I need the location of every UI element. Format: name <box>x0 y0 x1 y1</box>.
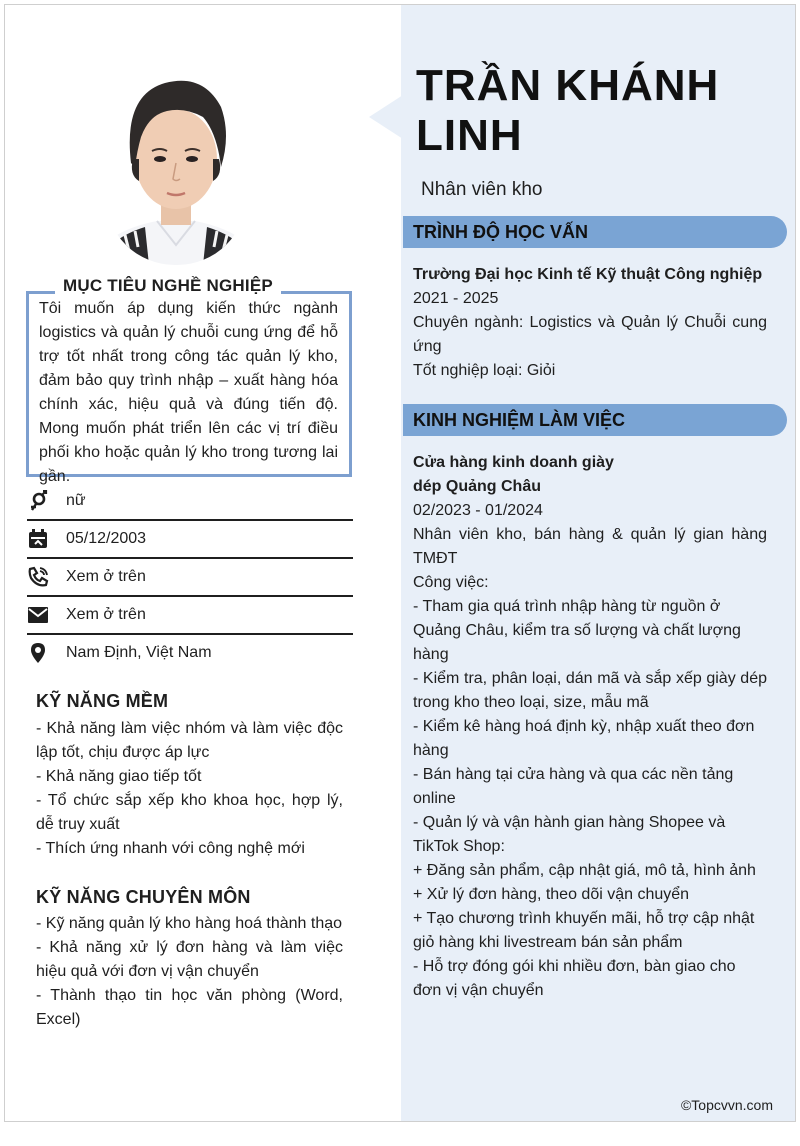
pro-skills-heading: KỸ NĂNG CHUYÊN MÔN <box>36 887 251 907</box>
phone-row <box>27 559 353 597</box>
soft-skills-list <box>36 717 343 861</box>
objective-heading: MỤC TIÊU NGHỀ NGHIỆP <box>55 276 281 296</box>
experience-heading: KINH NGHIỆM LÀM VIỆC <box>403 404 787 436</box>
address-row <box>27 635 353 671</box>
list-item: - Kiểm tra, phân loại, dán mã và sắp xếp giày dép trong kho theo loại, size, mẫu mã <box>413 670 767 711</box>
soft-skills-heading: KỸ NĂNG MỀM <box>36 691 169 711</box>
location-pin-icon <box>27 642 49 664</box>
gender-row <box>27 483 353 521</box>
education-major: Chuyên ngành: Logistics và Quản lý Chuỗi cung ứng <box>413 314 767 355</box>
list-item: + Đăng sản phẩm, cập nhật giá, mô tả, hình ảnh <box>413 862 756 879</box>
email-text: Xem ở trên <box>66 606 146 623</box>
list-item: - Tham gia quá trình nhập hàng từ nguồn ở Quảng Châu, kiểm tra số lượng và chất lượng hàng <box>413 598 741 663</box>
email-row <box>27 597 353 635</box>
list-item: + Xử lý đơn hàng, theo dõi vận chuyển <box>413 886 690 903</box>
list-item: - Bán hàng tại cửa hàng và qua các nền tảng online <box>413 766 734 807</box>
birthday-text: 05/12/2003 <box>66 530 147 547</box>
education-block <box>413 263 767 383</box>
birthday-row <box>27 521 353 559</box>
objective-text: Tôi muốn áp dụng kiến thức ngành logistics và quản lý chuỗi cung ứng để hỗ trợ tốt nhất trong công tác quản lý kho, đảm bảo quy trình nhập – xuất hàng hóa chính xác, hiệu quả và đúng tiến độ. Mong muốn phát triển lên các vị trí điều phối kho hoặc quản lý kho trong tương lai gần. <box>39 300 338 485</box>
experience-period: 02/2023 - 01/2024 <box>413 502 543 519</box>
phone-text: Xem ở trên <box>66 568 146 585</box>
list-item: + Tạo chương trình khuyến mãi, hỗ trợ cập nhật giỏ hàng khi livestream bán sản phẩm <box>413 910 755 951</box>
address-text: Nam Định, Việt Nam <box>66 644 212 661</box>
list-item: - Tổ chức sắp xếp kho khoa học, hợp lý, dễ truy xuất <box>36 792 343 833</box>
gender-text: nữ <box>66 492 86 509</box>
list-item: - Khả năng giao tiếp tốt <box>36 768 202 785</box>
experience-block <box>413 451 767 1003</box>
tasks-label: Công việc: <box>413 574 489 591</box>
list-item: - Quản lý và vận hành gian hàng Shopee và TikTok Shop: <box>413 814 726 855</box>
experience-position: Nhân viên kho, bán hàng & quản lý gian hàng TMĐT <box>413 526 767 567</box>
calendar-icon <box>27 528 49 550</box>
list-item: - Hỗ trợ đóng gói khi nhiều đơn, bàn giao cho đơn vị vận chuyển <box>413 958 736 999</box>
notch-decoration <box>369 95 403 139</box>
list-item: - Khả năng làm việc nhóm và làm việc độc lập tốt, chịu được áp lực <box>36 720 343 761</box>
gender-icon <box>27 490 49 512</box>
school-name: Trường Đại học Kinh tế Kỹ thuật Công nghiệp <box>413 266 763 283</box>
education-grade: Tốt nghiệp loại: Giỏi <box>413 362 556 379</box>
list-item: - Khả năng xử lý đơn hàng và làm việc hiệu quả với đơn vị vận chuyển <box>36 939 343 980</box>
avatar <box>105 55 247 265</box>
list-item: - Thành thạo tin học văn phòng (Word, Excel) <box>36 987 343 1028</box>
education-period: 2021 - 2025 <box>413 290 499 307</box>
pro-skills-list <box>36 912 343 1032</box>
cv-page <box>4 4 796 1122</box>
candidate-title: Nhân viên kho <box>421 179 543 200</box>
candidate-name: TRẦN KHÁNH LINH <box>416 61 720 160</box>
footer-credit: ©Topcvvn.com <box>680 1097 773 1113</box>
phone-icon <box>27 566 49 588</box>
list-item: - Kiểm kê hàng hoá định kỳ, nhập xuất theo đơn hàng <box>413 718 755 759</box>
list-item: - Kỹ năng quản lý kho hàng hoá thành thạo <box>36 915 343 932</box>
company-name: Cửa hàng kinh doanh giày dép Quảng Châu <box>413 454 614 495</box>
list-item: - Thích ứng nhanh với công nghệ mới <box>36 840 305 857</box>
education-heading: TRÌNH ĐỘ HỌC VẤN <box>403 216 787 248</box>
email-icon <box>27 604 49 626</box>
